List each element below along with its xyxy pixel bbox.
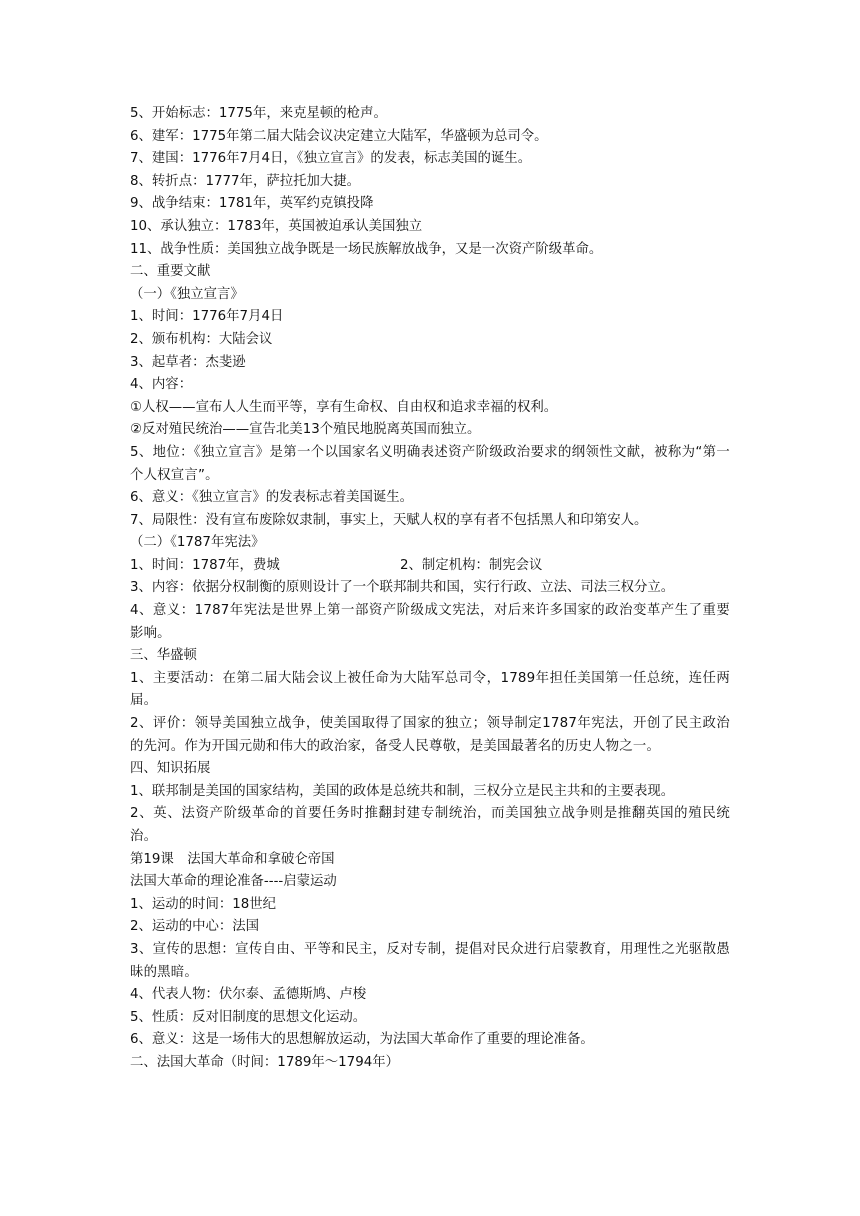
section-heading: 二、法国大革命（时间：1789年～1794年）: [130, 1054, 400, 1070]
text-line: 3、起草者：杰斐逊: [130, 354, 246, 370]
section-heading: 三、华盛顿: [130, 648, 197, 664]
text-line: 7、局限性：没有宣布废除奴隶制，事实上，天赋人权的享有者不包括黑人和印第安人。: [130, 512, 648, 528]
text-paragraph: 2、英、法资产阶级革命的首要任务时推翻封建专制统治，而美国独立战争则是推翻英国的殖民统治。: [130, 806, 730, 844]
text-line: 6、建军：1775年第二届大陆会议决定建立大陆军，华盛顿为总司令。: [130, 128, 548, 144]
text-line: 4、内容：: [130, 377, 193, 393]
text-line: 7、建国：1776年7月4日，《独立宣言》的发表，标志美国的诞生。: [130, 151, 532, 167]
text-line: 1、联邦制是美国的国家结构，美国的政体是总统共和制，三权分立是民主共和的主要表现。: [130, 783, 675, 799]
text-paragraph: 4、意义：1787年宪法是世界上第一部资产阶级成文宪法，对后来许多国家的政治变革产生了重要影响。: [130, 603, 730, 641]
text-line: 9、战争结束：1781年，英军约克镇投降: [130, 196, 374, 212]
text-paragraph: 1、主要活动：在第二届大陆会议上被任命为大陆军总司令，1789年担任美国第一任总统，连任两届。: [130, 670, 730, 709]
text-line: 1、时间：1787年，费城: [130, 557, 280, 573]
document-page: [130, 103, 730, 1075]
text-line: ②反对殖民统治——宣告北美13个殖民地脱离英国而独立。: [130, 422, 481, 438]
text-line: 2、制定机构：制宪会议: [400, 557, 543, 573]
text-line: 1、时间：1776年7月4日: [130, 309, 284, 325]
lesson-title: 第19课 法国大革命和拿破仑帝国: [130, 851, 335, 867]
text-line: 5、开始标志：1775年，来克星顿的枪声。: [130, 106, 387, 121]
text-line: 6、意义：《独立宣言》的发表标志着美国诞生。: [130, 490, 414, 506]
text-line: 5、性质：反对旧制度的思想文化运动。: [130, 1009, 367, 1025]
text-line: 11、战争性质：美国独立战争既是一场民族解放战争，又是一次资产阶级革命。: [130, 241, 603, 257]
subsection-heading: （一）《独立宣言》: [130, 286, 244, 302]
text-line: 3、内容：依据分权制衡的原则设计了一个联邦制共和国，实行行政、立法、司法三权分立。: [130, 580, 675, 596]
two-column-line: [130, 555, 730, 578]
text-line: 10、承认独立：1783年，英国被迫承认美国独立: [130, 218, 423, 234]
text-line: 4、代表人物：伏尔泰、孟德斯鸠、卢梭: [130, 987, 367, 1003]
text-line: 2、运动的中心：法国: [130, 919, 260, 935]
section-heading: 四、知识拓展: [130, 761, 211, 777]
subsection-heading: （二）《1787年宪法》: [130, 535, 265, 551]
text-line: 6、意义：这是一场伟大的思想解放运动，为法国大革命作了重要的理论准备。: [130, 1032, 594, 1048]
text-line: ①人权——宣布人人生而平等，享有生命权、自由权和追求幸福的权利。: [130, 399, 558, 415]
text-paragraph: 5、地位：《独立宣言》是第一个以国家名义明确表述资产阶级政治要求的纲领性文献，被称为“第一个人权宣言”。: [130, 444, 730, 483]
text-line: 2、颁布机构：大陆会议: [130, 331, 273, 347]
text-line: 8、转折点：1777年，萨拉托加大捷。: [130, 173, 361, 189]
section-heading: 二、重要文献: [130, 264, 211, 280]
text-paragraph: 2、评价：领导美国独立战争，使美国取得了国家的独立；领导制定1787年宪法，开创了民主政治的先河。作为开国元勋和伟大的政治家，备受人民尊敬，是美国最著名的历史人物之一。: [130, 716, 730, 754]
section-heading: 法国大革命的理论准备----启蒙运动: [130, 874, 337, 890]
text-paragraph: 3、宣传的思想：宣传自由、平等和民主，反对专制，提倡对民众进行启蒙教育，用理性之光驱散愚昧的黑暗。: [130, 941, 730, 980]
text-line: 1、运动的时间：18世纪: [130, 896, 277, 912]
